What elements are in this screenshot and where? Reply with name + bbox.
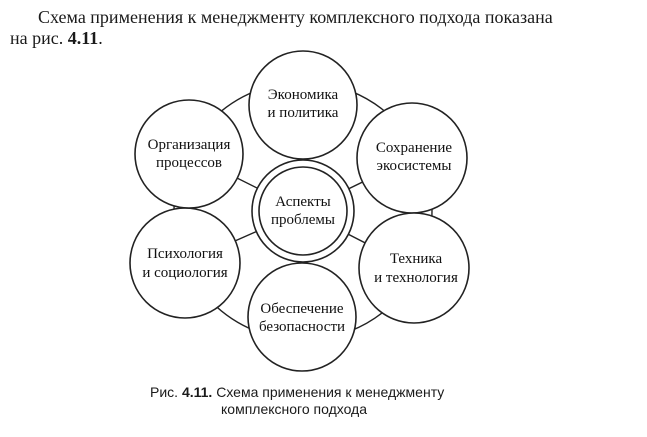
- center-node: [252, 160, 354, 262]
- node-ecosystem-line2: экосистемы: [376, 158, 452, 174]
- node-organization-line2: процессов: [156, 155, 222, 171]
- caption-line-2: комплексного подхода: [221, 401, 368, 417]
- node-psychology-line1: Психология: [147, 246, 223, 262]
- node-safety-line1: Обеспечение: [260, 301, 344, 317]
- intro-line-2-suffix: .: [98, 28, 103, 48]
- node-organization: [135, 100, 243, 208]
- node-organization-line1: Организация: [147, 137, 231, 153]
- caption-prefix: Рис.: [150, 384, 182, 400]
- node-psychology: [130, 208, 240, 318]
- node-technology-line2: и технология: [374, 270, 458, 286]
- node-economy-line2: и политика: [267, 105, 339, 121]
- center-node-line2: проблемы: [271, 212, 335, 228]
- node-safety: [248, 263, 356, 371]
- caption-line-1: [150, 384, 444, 401]
- intro-line-2-prefix: на рис.: [10, 28, 68, 48]
- center-node-line1: Аспекты: [275, 194, 331, 210]
- node-psychology-line2: и социология: [142, 265, 228, 281]
- node-technology-line1: Техника: [389, 251, 443, 267]
- node-economy-line1: Экономика: [267, 87, 339, 103]
- caption-figure-number: 4.11.: [181, 384, 213, 400]
- node-economy: [249, 51, 357, 159]
- intro-figure-ref: 4.11: [67, 28, 99, 48]
- node-ecosystem: [357, 103, 467, 213]
- node-ecosystem-line1: Сохранение: [375, 140, 453, 156]
- node-safety-line2: безопасности: [258, 319, 346, 335]
- caption-line-1-text: Схема применения к менеджменту: [212, 384, 445, 400]
- intro-line-1: Схема применения к менеджменту комплексного подхода показана: [38, 7, 553, 27]
- node-technology: [359, 213, 469, 323]
